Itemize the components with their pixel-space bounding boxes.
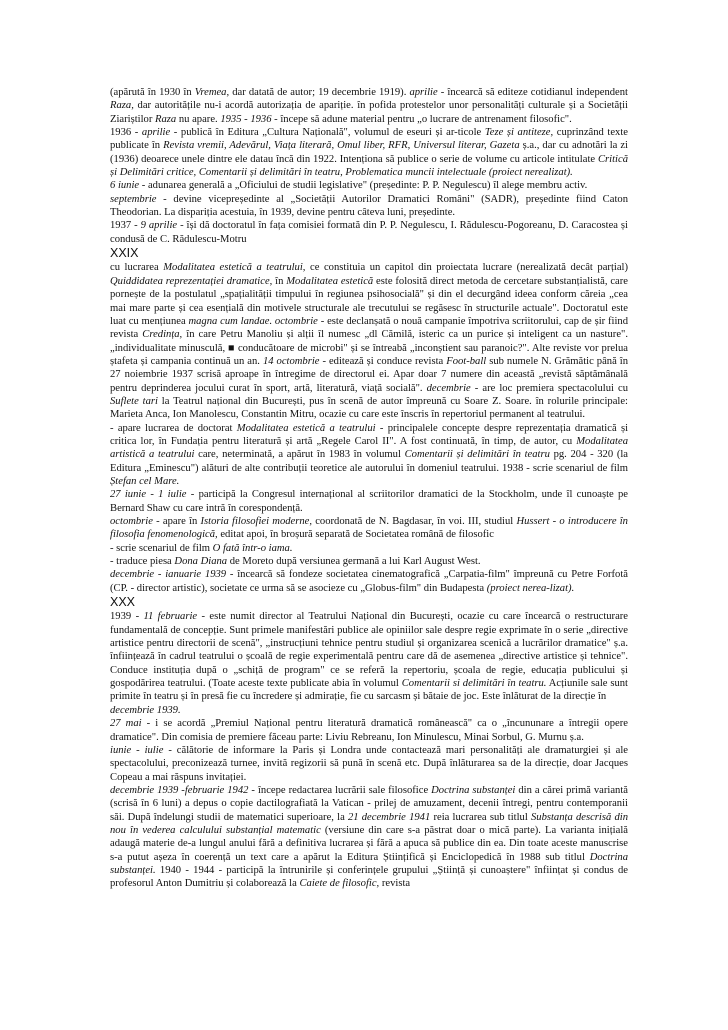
paragraph: - apare lucrarea de doctorat Modalitatea estetică a teatrului - principalele concepte despre reprezentația dramatică și critica lor, în Fundația pentru literatură și artă „Regele Carol II". A fost continuată, în timp, de autor, cu Modalitatea artistică a teatrului care, neterminată, a apărut în 1983 în volumul Comentarii și delimitări în teatru pg. 204 - 320 (la Editura „Eminescu") alături de alte contribuții teoretice ale autorului în domeniul teatrului. 1938 - scrie scenariul de film Ștefan cel Mare. <box>110 422 629 487</box>
paragraph: 27 mai - i se acordă „Premiul Național pentru literatură dramatică românească" ca o „încununare a întregii opere dramatice". Din comisia de premiere făceau parte: Liviu Rebreanu, Ion Minulescu, Minai Sorbul, G. Murnu ș.a. <box>110 718 628 743</box>
paragraph: octombrie - apare în Istoria filosofiei moderne, coordonată de N. Bagdasar, în voi. III, studiul Hussert - o introducere în filosofia fenomenologică, editat apoi, în broșură separată de Societatea română de filosofic <box>110 516 628 541</box>
paragraph: cu lucrarea Modalitatea estetică a teatrului, ce constituia un capitol din proiectata lucrare (nerealizată decât parțial) Quiddidatea reprezentației dramatice, în Modalitatea estetică este folosită direct metoda de cercetare substanțialistă, care pornește de la postulatul „spațialității timpului în regiunea psihosocială" și din el decurgând ideea conform căreia „cea mai mare parte și cea esențială din motivele structurale ale trecutului se regăsesc în structurile actuale". Doctoratul este luat cu mențiunea magna cum landae. octombrie - este declanșată o nouă campanie împotriva scriitorului, cap de șir fiind revista Credința, în care Petru Manoliu și alții îl numesc „dl Cămilă, isteric ca un purice și inteligent ca un nasture". „individualitate minusculă, ■ conducătoare de microbi" și se întreabă „inconștient sau paranoic?". Alte reviste vor prelua ștafeta și campania continuă un an. 14 octombrie - editează și conduce revista Foot-ball sub numele N. Grămătic până în 27 noiembrie 1937 scrisă aproape în întregime de directorul ei. Apar doar 7 numere din această „revistă săptămânală pentru deprinderea jocului curat în sport, artă, literatură, viață socială". decembrie - are loc premiera spectacolului cu Suflete tari la Teatrul național din București, pus în scenă de autor împreună cu Soare Z. Soare. în rolurile principale: Marieta Anca, Ion Manolescu, Constantin Mitru, ocazie cu care este înscris în repertoriul permanent al teatrului. <box>110 262 629 421</box>
paragraph: 1936 - aprilie - publică în Editura „Cultura Națională", volumul de eseuri și ar-ticole Teze și antiteze, cuprinzând texte publicate în Revista vremii, Adevărul, Viața literară, Omul liber, RFR, Universul literar, Gazeta ș.a., dar cu adnotări la zi (1936) deoarece unele dintre ele datau încă din 1922. Intenționa să publice o serie de volume cu articole intitulate Critică și Delimitări critice, Comentarii și delimitări în teatru, Problematica muncii intelectuale (proiect nerealizat). <box>110 127 628 179</box>
paragraph: - traduce piesa Dona Diana de Moreto după versiunea germană a lui Karl August West. <box>110 556 481 568</box>
paragraph: decembrie 1939 -februarie 1942 - începe redactarea lucrării sale filosofice Doctrina substanței din a cărei primă variantă (scrisă în 6 luni) a depus o copie dactilografiată la Vatican - prilej de amuzament, decenii întregi, pentru contemporanii săi. După îndelungi studii de matematici superioare, la 21 decembrie 1941 reia lucrarea sub titlul Substanța descrisă din nou în vederea calculului substanțial matematic (versiune din care s-a păstrat doar o mică parte). La varianta inițială adaugă materie de-a lungul anului fără a definitiva lucrarea și fără a apuca să publice din ea. Din toate aceste manuscrise s-a putut așeza în coerență un text care a apărut la Editura Științifică și Enciclopedică în 1988 sub titlul Doctrina substanței. 1940 - 1944 - participă la întrunirile și conferințele grupului „Știință și cunoaștere" înființat și condus de profesorul Anton Dumitriu și colaborează la Caiete de filosofic, revista <box>110 784 628 890</box>
paragraph: iunie - iulie - călătorie de informare la Paris și Londra unde contactează mari personalități ale dramaturgiei și ale spectacolului, preconizează turnee, invită regizorii să pună în scenă etc. După înlăturarea sa de la direcție, doar Jacques Copeau a mai răspuns invitației. <box>110 744 628 783</box>
section-heading: XXX <box>110 595 136 610</box>
paragraph: - scrie scenariul de film O fată într-o iama. <box>110 542 293 554</box>
paragraph: septembrie - devine vicepreședinte al „Societății Autorilor Dramatici Români" (SADR), președinte fiind Caton Theodorian. La dispariția acestuia, în 1939, devine pentru câteva luni, președinte. <box>110 193 628 219</box>
document-page <box>110 86 628 891</box>
paragraph: (apărută în 1930 în Vremea, dar datată de autor; 19 decembrie 1919). aprilie - încearcă să editeze cotidianul independent Raza, dar autoritățile nu-i acordă autorizația de apariție. în pofida protestelor unor personalități culturale și a Societății Ziariștilor Raza nu apare. 1935 - 1936 - începe să adune material pentru „o lucrare de antrenament filosofic". <box>110 87 628 125</box>
paragraph: 1939 - 11 februarie - este numit director al Teatrului Național din București, ocazie cu care încearcă o restructurare fundamentală de concepție. Sunt primele manifestări publice ale opiniilor sale despre regie exprimate în o serie „directive artistice pentru directorii de scenă", „instrucțiuni tehnice pentru studiul și organizarea scenică a lucrărilor dramatice" ș.a. înființează în cadrul teatrului o școală de regie experimentală pentru care dă de asemenea „directive artistice și tehnice". Conduce instituția după o „schiță de program" ce se referă la repertoriu, școala de regie, educația publicului și gospodărirea teatrului. (Toate aceste texte publicate abia în volumul Comentarii si delimitări în teatru. Acțiunile sale sunt primite în teatru și în presă fie cu încredere și admirație, fie cu sarcasm și bătaie de joc. Este înlăturat de la direcție în <box>110 611 629 703</box>
paragraph: decembrie 1939. <box>110 704 181 716</box>
section-heading: XXIX <box>110 246 139 261</box>
paragraph: 6 iunie - adunarea generală a „Oficiului de studii legislative" (președinte: P. P. Negulescu) îl alege membru activ. <box>110 180 588 192</box>
paragraph: 1937 - 9 aprilie - își dă doctoratul în fața comisiei formată din P. P. Negulescu, I. Rădulescu-Pogoreanu, D. Caracostea și condusă de C. Rădulescu-Motru <box>110 220 628 245</box>
paragraph: decembrie - ianuarie 1939 - încearcă să fondeze societatea cinematografică „Carpatia-film" împreună cu Petre Forfotă (CP. - director artistic), societate ce urma să se asocieze cu „Globus-film" din Budapesta (proiect nerea-lizat). <box>110 569 628 594</box>
paragraph: 27 iunie - 1 iulie - participă la Congresul internațional al scriitorilor dramatici de la Stockholm, unde îl cunoaște pe Bernard Shaw cu care intră în corespondență. <box>110 489 628 514</box>
